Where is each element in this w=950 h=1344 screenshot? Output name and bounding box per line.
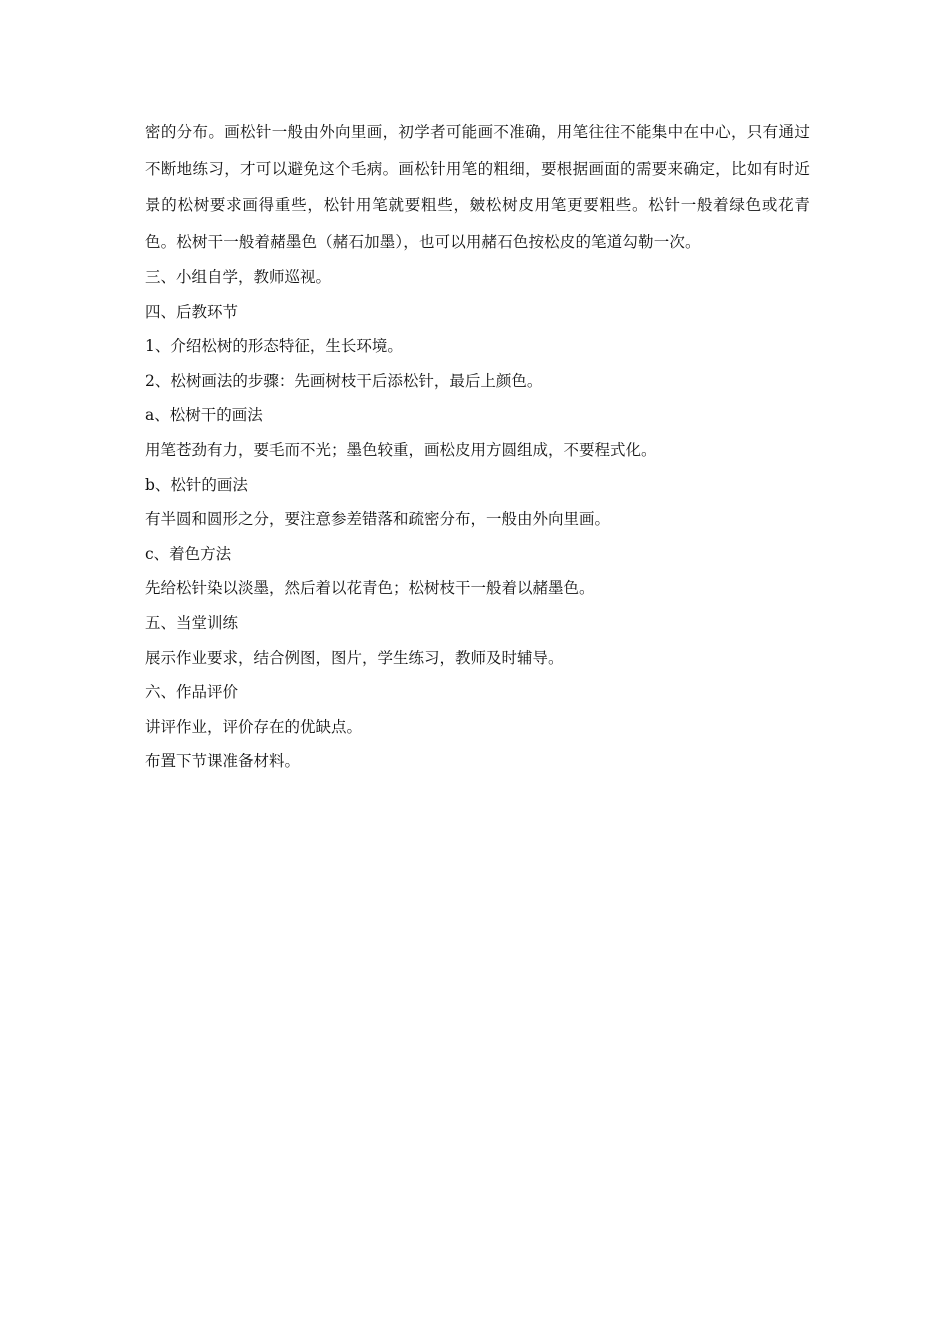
body-text: 先给松针染以淡墨，然后着以花青色；松树枝干一般着以赭墨色。 [145,579,595,598]
sub-heading-needles: b、松针的画法 [145,475,248,494]
section-heading-evaluation: 六、作品评价 [145,683,239,702]
body-text: 布置下节课准备材料。 [145,752,301,771]
section-heading-group-study: 三、小组自学，教师巡视。 [145,268,332,286]
document-body [145,114,810,779]
intro-paragraph: 密的分布。画松针一般由外向里画，初学者可能画不准确，用笔往往不能集中在中心，只有通过不断地练习，才可以避免这个毛病。画松针用笔的粗细，要根据画面的需要来确定，比如有时近景的松树要求画得重些，松针用笔就要粗些，皴松树皮用笔更要粗些。松针一般着绿色或花青色。松树干一般着赭墨色（赭石加墨），也可以用赭石色按松皮的笔道勾勒一次。 [145,123,810,251]
list-item: 2、松树画法的步骤：先画树枝干后添松针，最后上颜色。 [145,371,543,390]
section-heading-teaching: 四、后教环节 [145,302,239,321]
body-text: 展示作业要求，结合例图，图片，学生练习，教师及时辅导。 [145,648,564,667]
body-text: 讲评作业，评价存在的优缺点。 [145,717,363,736]
section-heading-practice: 五、当堂训练 [145,613,239,632]
list-item: 1、介绍松树的形态特征，生长环境。 [145,337,403,356]
body-text: 有半圆和圆形之分，要注意参差错落和疏密分布，一般由外向里画。 [145,510,611,529]
sub-heading-coloring: c、着色方法 [145,544,232,563]
sub-heading-trunk: a、松树干的画法 [145,406,263,425]
body-text: 用笔苍劲有力，要毛而不光；墨色较重，画松皮用方圆组成，不要程式化。 [145,440,657,459]
